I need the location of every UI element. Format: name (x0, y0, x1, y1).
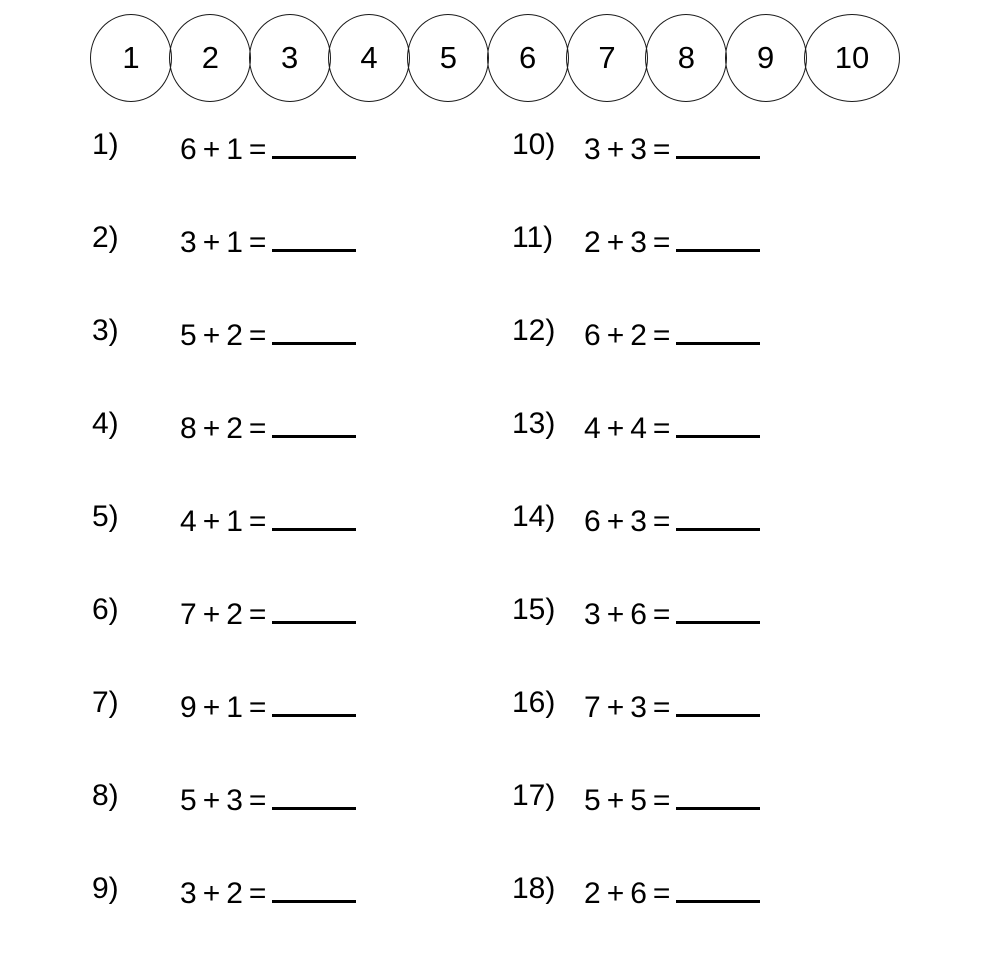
addend-second: 1 (226, 691, 243, 724)
problem-row (512, 591, 932, 684)
number-bubble-6 (487, 14, 569, 102)
addend-second: 4 (630, 412, 647, 445)
equals-sign: = (248, 319, 267, 352)
problem-index: 3) (92, 314, 119, 347)
plus-operator: + (202, 133, 221, 166)
problem-equation (180, 591, 356, 634)
problem-index: 13) (512, 407, 556, 440)
problem-row (92, 219, 512, 312)
equals-sign: = (248, 691, 267, 724)
addend-first: 6 (584, 319, 601, 352)
problem-index: 16) (512, 686, 556, 719)
problem-equation (584, 591, 760, 634)
answer-blank[interactable] (272, 591, 356, 624)
answer-blank[interactable] (272, 405, 356, 438)
answer-blank[interactable] (272, 312, 356, 345)
equals-sign: = (652, 319, 671, 352)
addend-second: 2 (226, 877, 243, 910)
addend-first: 7 (584, 691, 601, 724)
problem-row (512, 126, 932, 219)
problem-index: 9) (92, 872, 119, 905)
problem-equation (584, 498, 760, 541)
addend-first: 6 (584, 505, 601, 538)
answer-blank[interactable] (272, 684, 356, 717)
answer-blank[interactable] (676, 126, 760, 159)
addend-first: 2 (584, 877, 601, 910)
addend-first: 9 (180, 691, 197, 724)
equals-sign: = (248, 598, 267, 631)
addend-first: 5 (584, 784, 601, 817)
plus-operator: + (606, 784, 625, 817)
problem-equation (180, 126, 356, 169)
answer-blank[interactable] (272, 498, 356, 531)
answer-blank[interactable] (676, 405, 760, 438)
problem-row (512, 870, 932, 963)
problem-equation (584, 405, 760, 448)
equals-sign: = (248, 877, 267, 910)
plus-operator: + (606, 505, 625, 538)
number-bubble-label: 5 (439, 39, 457, 75)
addend-second: 5 (630, 784, 647, 817)
answer-blank[interactable] (272, 126, 356, 159)
problem-row (512, 777, 932, 870)
problem-row (92, 498, 512, 591)
problem-index: 11) (512, 221, 554, 254)
addend-first: 3 (180, 877, 197, 910)
equals-sign: = (248, 133, 267, 166)
addend-second: 1 (226, 133, 243, 166)
number-bubble-label: 6 (519, 39, 537, 75)
problem-equation (180, 870, 356, 913)
problem-index: 12) (512, 314, 556, 347)
plus-operator: + (202, 226, 221, 259)
problem-row (92, 684, 512, 777)
addend-second: 3 (630, 505, 647, 538)
answer-blank[interactable] (272, 219, 356, 252)
addend-first: 3 (584, 598, 601, 631)
answer-blank[interactable] (676, 684, 760, 717)
problem-equation (584, 777, 760, 820)
addend-first: 6 (180, 133, 197, 166)
number-bubble-9 (725, 14, 807, 102)
plus-operator: + (202, 412, 221, 445)
number-bubble-label: 4 (360, 39, 378, 75)
equals-sign: = (652, 412, 671, 445)
addend-first: 5 (180, 784, 197, 817)
plus-operator: + (202, 598, 221, 631)
problem-index: 4) (92, 407, 119, 440)
number-bubble-label: 1 (122, 39, 140, 75)
problem-equation (584, 312, 760, 355)
answer-blank[interactable] (676, 312, 760, 345)
plus-operator: + (606, 877, 625, 910)
problem-equation (180, 219, 356, 262)
addend-second: 2 (226, 412, 243, 445)
problem-index: 17) (512, 779, 556, 812)
plus-operator: + (606, 412, 625, 445)
number-bubble-label: 10 (834, 39, 870, 75)
problem-row (512, 219, 932, 312)
answer-blank[interactable] (676, 219, 760, 252)
number-bubble-5 (407, 14, 489, 102)
number-bubble-3 (249, 14, 331, 102)
number-bubble-label: 9 (757, 39, 775, 75)
plus-operator: + (202, 319, 221, 352)
addend-first: 7 (180, 598, 197, 631)
problem-row (92, 405, 512, 498)
addend-first: 4 (180, 505, 197, 538)
problem-index: 6) (92, 593, 119, 626)
addend-second: 3 (630, 691, 647, 724)
equals-sign: = (248, 505, 267, 538)
problem-index: 10) (512, 128, 556, 161)
addend-second: 2 (630, 319, 647, 352)
addend-first: 4 (584, 412, 601, 445)
number-bubble-label: 7 (598, 39, 616, 75)
equals-sign: = (652, 784, 671, 817)
plus-operator: + (202, 505, 221, 538)
answer-blank[interactable] (272, 870, 356, 903)
number-bubble-2 (169, 14, 251, 102)
plus-operator: + (606, 691, 625, 724)
problem-index: 18) (512, 872, 556, 905)
number-bubble-label: 3 (281, 39, 299, 75)
problem-area (0, 126, 1000, 946)
problem-index: 15) (512, 593, 556, 626)
problem-equation (180, 684, 356, 727)
answer-blank[interactable] (676, 591, 760, 624)
addend-second: 3 (630, 226, 647, 259)
problem-equation (584, 219, 760, 262)
problem-index: 8) (92, 779, 119, 812)
addend-first: 8 (180, 412, 197, 445)
problem-column-right (512, 126, 932, 963)
addend-first: 3 (180, 226, 197, 259)
answer-blank[interactable] (676, 777, 760, 810)
problem-row (512, 312, 932, 405)
equals-sign: = (652, 226, 671, 259)
problem-index: 2) (92, 221, 119, 254)
plus-operator: + (202, 877, 221, 910)
addend-second: 3 (630, 133, 647, 166)
number-bubble-10 (804, 14, 900, 102)
problem-index: 7) (92, 686, 119, 719)
problem-index: 14) (512, 500, 556, 533)
addend-first: 2 (584, 226, 601, 259)
problem-equation (180, 498, 356, 541)
plus-operator: + (202, 784, 221, 817)
problem-index: 1) (92, 128, 119, 161)
problem-row (92, 312, 512, 405)
number-bubble-8 (645, 14, 727, 102)
number-bubble-4 (328, 14, 410, 102)
problem-equation (180, 312, 356, 355)
plus-operator: + (202, 691, 221, 724)
plus-operator: + (606, 598, 625, 631)
addend-second: 3 (226, 784, 243, 817)
addend-second: 6 (630, 598, 647, 631)
equals-sign: = (652, 598, 671, 631)
plus-operator: + (606, 226, 625, 259)
equals-sign: = (652, 877, 671, 910)
answer-blank[interactable] (676, 870, 760, 903)
equals-sign: = (652, 133, 671, 166)
problem-row (92, 126, 512, 219)
equals-sign: = (652, 691, 671, 724)
problem-row (92, 870, 512, 963)
problem-row (512, 405, 932, 498)
addend-second: 1 (226, 226, 243, 259)
number-bubble-7 (566, 14, 648, 102)
addend-second: 1 (226, 505, 243, 538)
problem-equation (584, 684, 760, 727)
equals-sign: = (652, 505, 671, 538)
equals-sign: = (248, 226, 267, 259)
problem-row (92, 591, 512, 684)
problem-equation (180, 777, 356, 820)
addend-first: 3 (584, 133, 601, 166)
addend-second: 2 (226, 319, 243, 352)
problem-equation (180, 405, 356, 448)
problem-column-left (92, 126, 512, 963)
problem-equation (584, 870, 760, 913)
problem-row (92, 777, 512, 870)
addend-second: 6 (630, 877, 647, 910)
number-bubble-label: 8 (677, 39, 695, 75)
number-bubble-label: 2 (201, 39, 219, 75)
plus-operator: + (606, 133, 625, 166)
problem-index: 5) (92, 500, 119, 533)
number-line-strip (90, 14, 900, 104)
number-bubble-1 (90, 14, 172, 102)
problem-row (512, 498, 932, 591)
plus-operator: + (606, 319, 625, 352)
equals-sign: = (248, 784, 267, 817)
answer-blank[interactable] (272, 777, 356, 810)
addend-second: 2 (226, 598, 243, 631)
problem-row (512, 684, 932, 777)
answer-blank[interactable] (676, 498, 760, 531)
addend-first: 5 (180, 319, 197, 352)
problem-equation (584, 126, 760, 169)
equals-sign: = (248, 412, 267, 445)
